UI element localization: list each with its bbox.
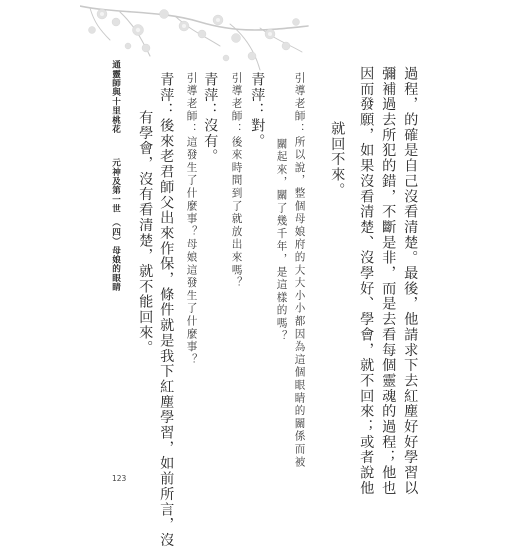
running-head-chapter-title: 元神及第一世 （四）母娘的眼睛 bbox=[110, 158, 121, 292]
text-column-1: 過程，的確是自己沒看清楚。最後，他請求下去紅塵好好學習以 bbox=[402, 66, 419, 496]
dialogue-guide-1a: 引導老師：所以說，整個母娘府的大大小小都因為這個眼睛的關係而被 bbox=[293, 72, 306, 469]
dialogue-qingping-3b: 有學會，沒有看清楚，就不能回來。 bbox=[137, 110, 154, 356]
dialogue-qingping-3a: 青萍：後來老君師父出來作保，條件就是我下紅塵學習，如前所言，沒 bbox=[158, 72, 175, 548]
running-head-book-title: 通靈師與十里桃花 bbox=[110, 60, 121, 134]
dialogue-guide-1b: 關起來，關了幾千年，是這樣的嗎？ bbox=[275, 138, 288, 343]
dialogue-qingping-2: 青萍：沒有。 bbox=[202, 72, 219, 165]
text-column-4: 就回不來。 bbox=[329, 121, 346, 198]
text-column-2: 彌補過去所犯的錯，不斷是非，而是去看每個靈魂的過程；他也 bbox=[380, 66, 397, 496]
dialogue-qingping-1: 青萍：對。 bbox=[249, 72, 266, 149]
text-column-3: 因而發願，如果沒看清楚、沒學好、學會，就不回來；或者說他 bbox=[358, 66, 375, 496]
dialogue-guide-2: 引導老師：後來時間到了就放出來嗎？ bbox=[230, 72, 243, 290]
page-number: 123 bbox=[112, 474, 127, 483]
dialogue-guide-3: 引導老師：這發生了什麼事？母娘這發生了什麼事？ bbox=[185, 72, 198, 367]
